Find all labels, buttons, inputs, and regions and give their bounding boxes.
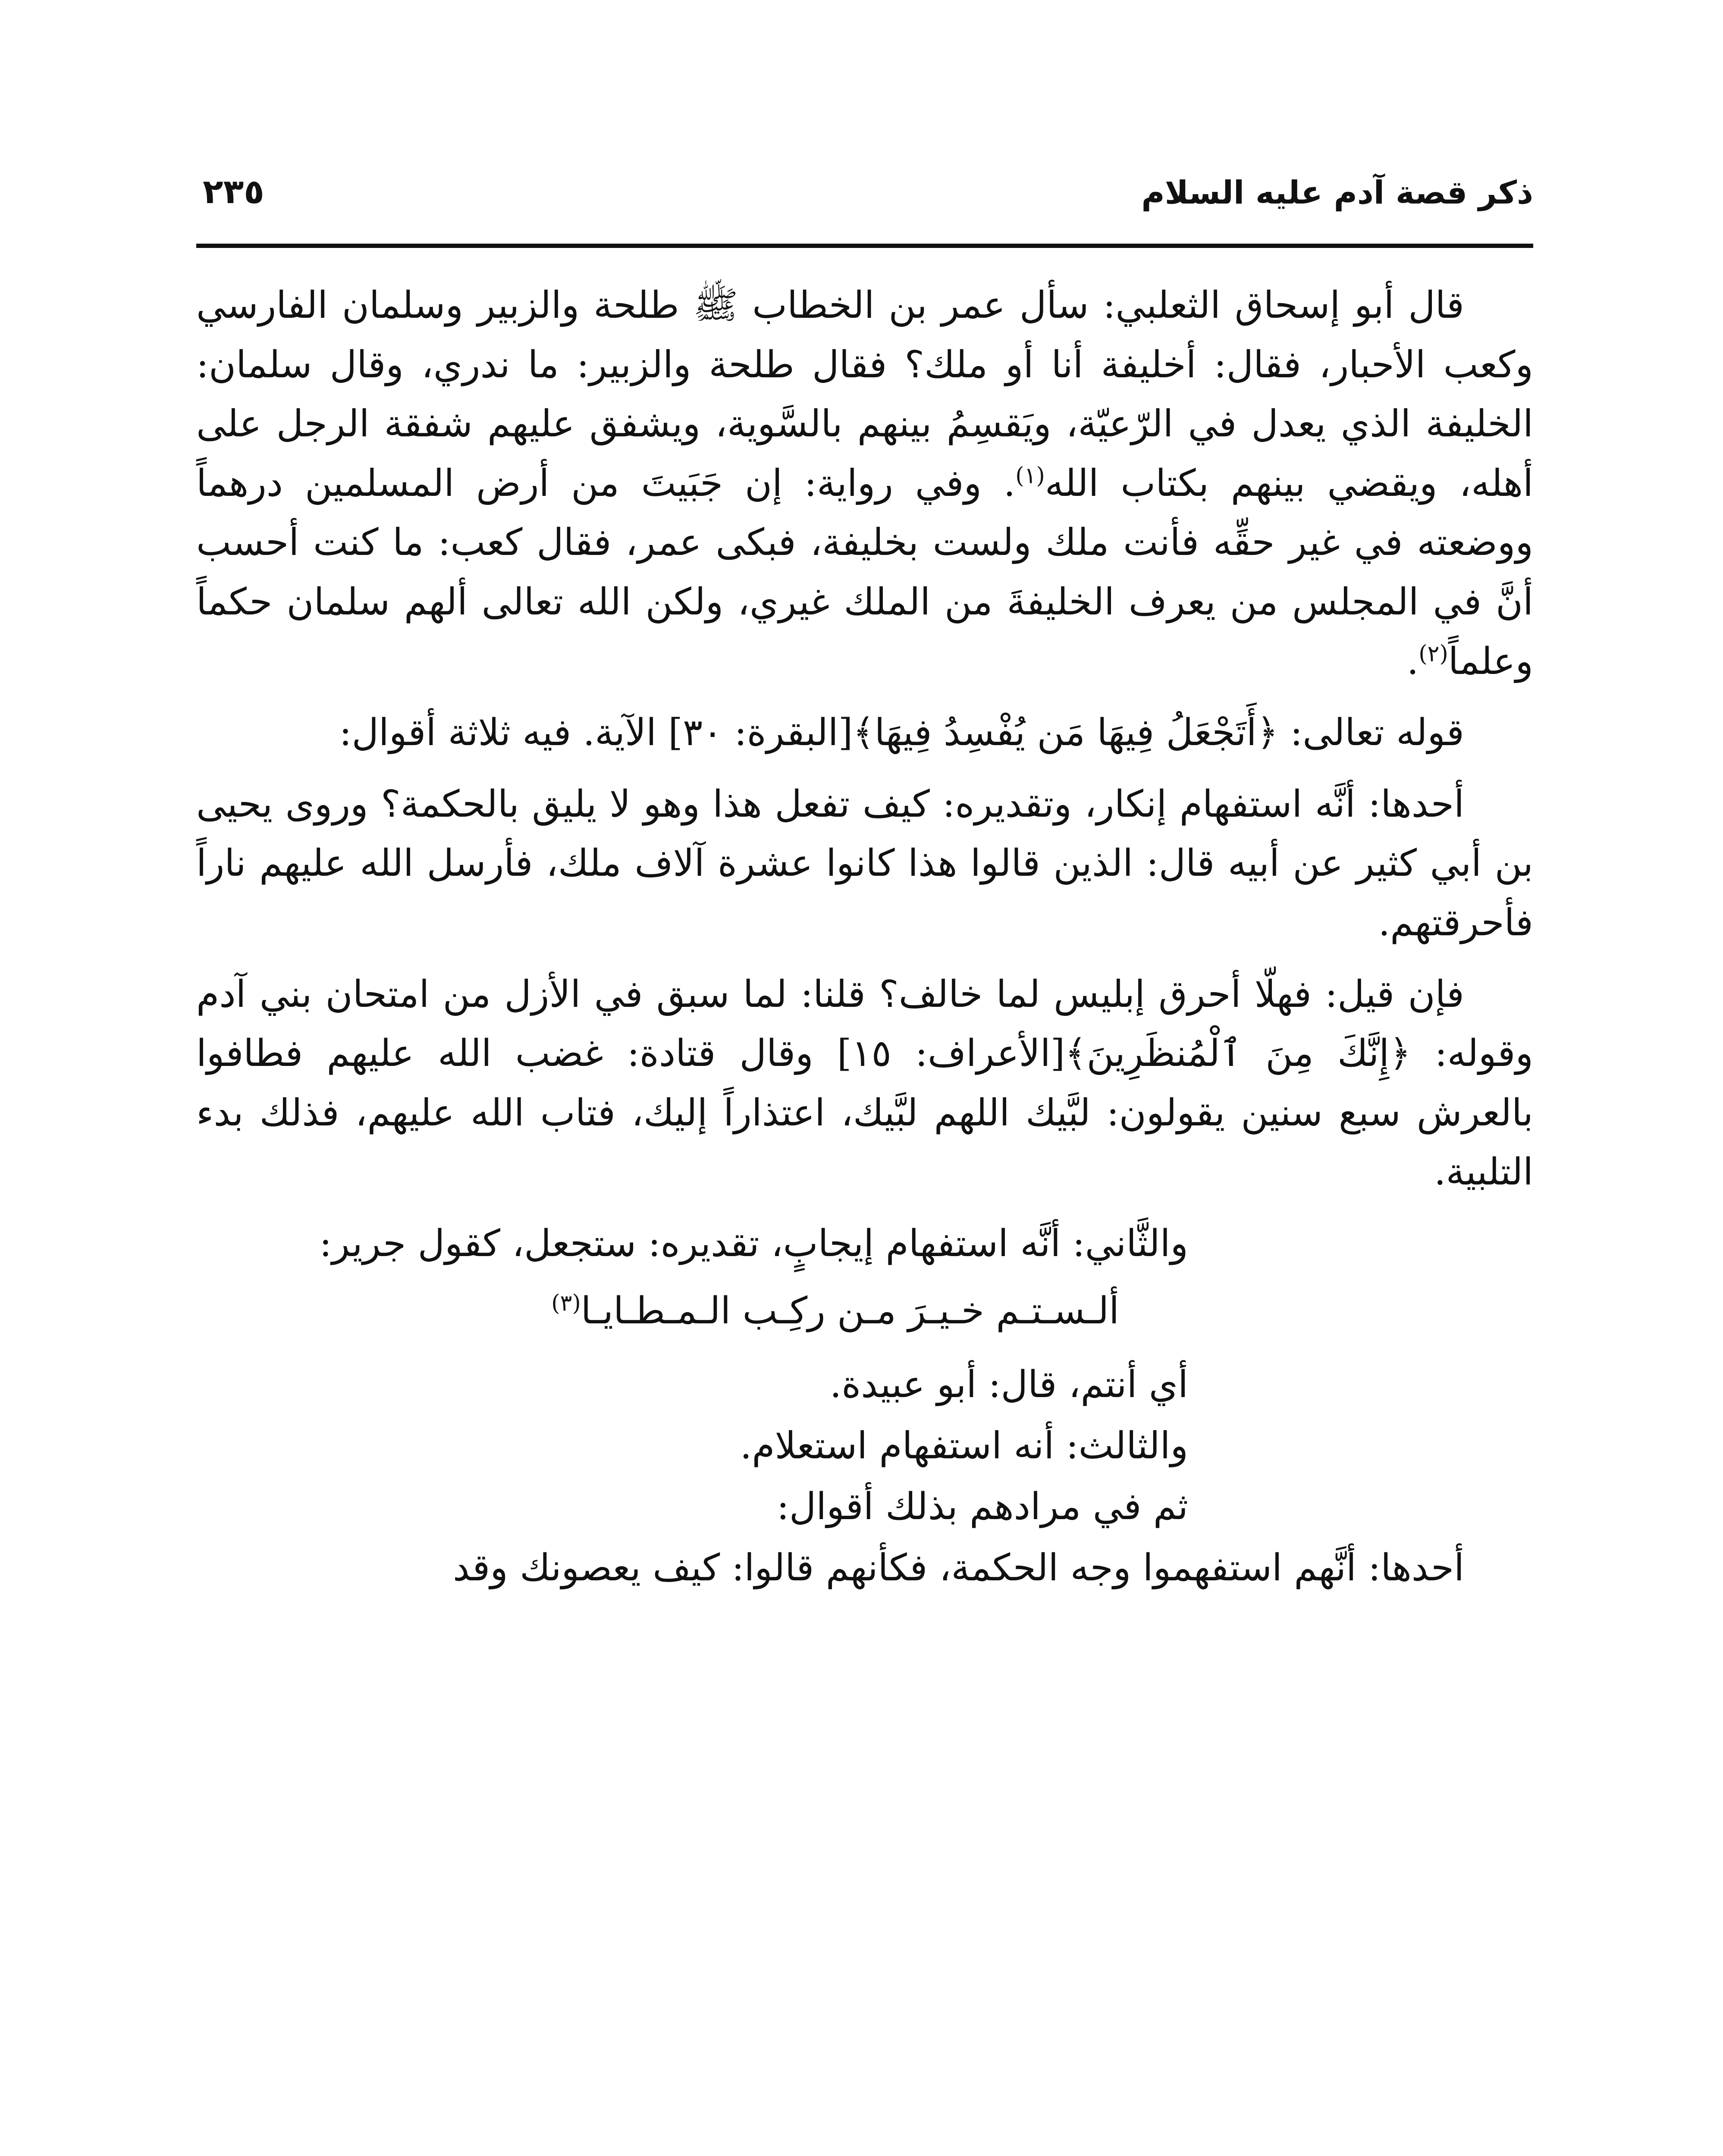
page-number: ٢٣٥	[203, 172, 264, 211]
paragraph-first-intent: أحدها: أنَّهم استفهموا وجه الحكمة، فكأنهم قالوا: كيف يعصونك وقد	[452, 1546, 1464, 1589]
paragraph-abu-ubayda: أي أنتم، قال: أبو عبيدة.	[829, 1363, 1188, 1407]
verse-text: ألـسـتـم خـيـرَ مـن ركِـب الـمـطـايـا	[581, 1289, 1119, 1332]
running-header	[203, 142, 1533, 211]
paragraph-their-intent: ثم في مرادهم بذلك أقوال:	[776, 1485, 1188, 1529]
paragraph-second-opinion: والثَّاني: أنَّه استفهام إيجابٍ، تقديره: ستجعل، كقول جرير:	[319, 1222, 1188, 1265]
footnote-ref-2[interactable]: (٢)	[1419, 640, 1448, 667]
poetry-verse	[196, 1282, 1533, 1341]
header-divider	[196, 244, 1533, 248]
footnote-ref-3[interactable]: (٣)	[551, 1290, 581, 1316]
paragraph-tha-labi	[196, 276, 1533, 691]
chapter-title: ذكر قصة آدم عليه السلام	[1141, 174, 1533, 211]
paragraph-verse-quote: قوله تعالى: ﴿أَتَجْعَلُ فِيهَا مَن يُفْسِدُ فِيهَا﴾[البقرة: ٣٠] الآية. فيه ثلاثة أقوال:	[339, 711, 1464, 755]
paragraph-text: قال أبو إسحاق الثعلبي: سأل عمر بن الخطاب ﷺ طلحة والزبير وسلمان الفارسي وكعب الأحبار، فقال: أخليفة أنا أو ملك؟ فقال طلحة والزبير: ما ندري، وقال سلمان: الخليفة الذي يعدل في الرّعيّة، ويَقسِمُ بينهم بالسَّوية، ويشفق عليهم شفقة الرجل على أهله، ويقضي بينهم بكتاب الله	[196, 284, 1533, 505]
main-text	[196, 276, 1533, 1598]
paragraph-first-opinion: أحدها: أنَّه استفهام إنكار، وتقديره: كيف تفعل هذا وهو لا يليق بالحكمة؟ وروى يحيى بن أبي كثير عن أبيه قال: الذين قالوا هذا كانوا عشرة آلاف ملك، فأرسل الله عليهم ناراً فأحرقتهم.	[196, 782, 1533, 944]
paragraph-text: . وفي رواية: إن جَبَيتَ من أرض المسلمين درهماً ووضعته في غير حقِّه فأنت ملك ولست بخليفة، فبكى عمر، فقال كعب: ما كنت أحسب أنَّ في المجلس من يعرف الخليفةَ من الملك غيري، ولكن الله تعالى ألهم سلمان حكماً وعلماً	[196, 461, 1533, 683]
footnote-ref-1[interactable]: (١)	[1015, 463, 1045, 489]
paragraph-objection: فإن قيل: فهلّا أحرق إبليس لما خالف؟ قلنا: لما سبق في الأزل من امتحان بني آدم وقوله: ﴿إِنَّكَ مِنَ ٱلْمُنظَرِينَ﴾[الأعراف: ١٥] وقال قتادة: غضب الله عليهم فطافوا بالعرش سبع سنين يقولون: لبَّيك اللهم لبَّيك، اعتذاراً إليك، فتاب الله عليهم، فذلك بدء التلبية.	[196, 972, 1533, 1194]
paragraph-third-opinion: والثالث: أنه استفهام استعلام.	[740, 1424, 1188, 1467]
paragraph-text: .	[1406, 639, 1419, 683]
